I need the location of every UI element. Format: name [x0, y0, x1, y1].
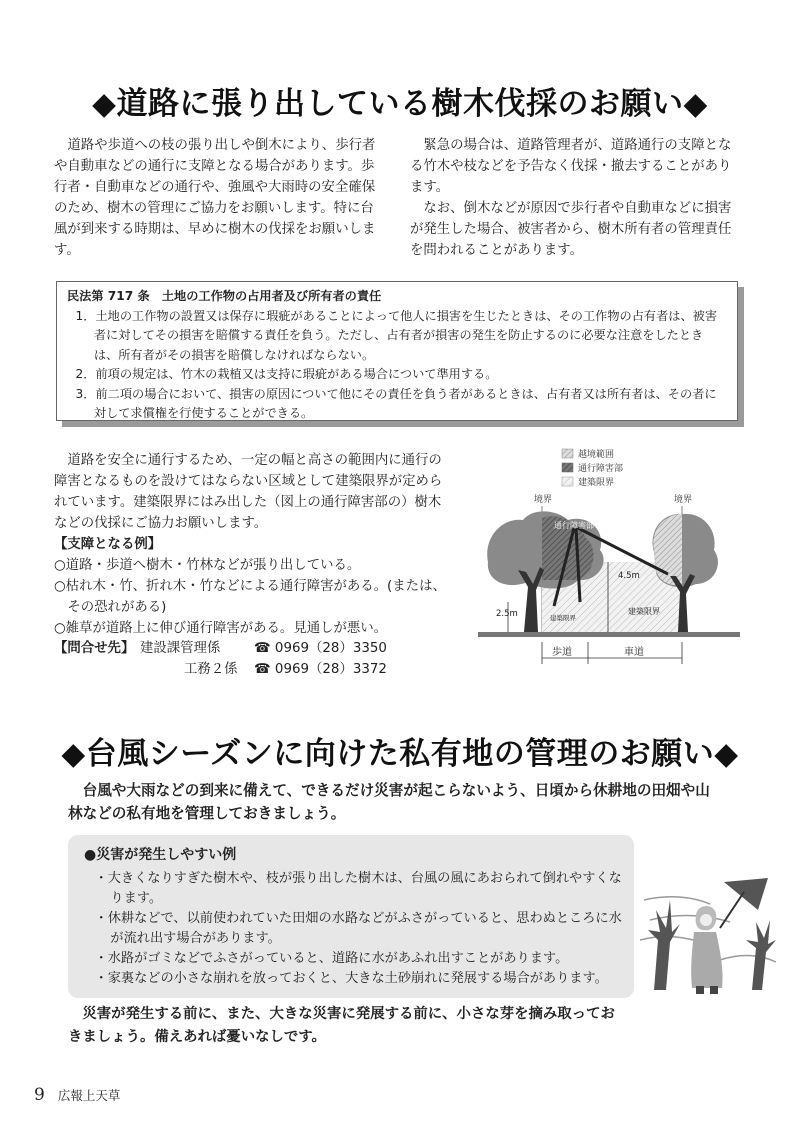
- boundary-label-left: 境界: [534, 495, 553, 505]
- contact-tel: ☎ 0969（28）3372: [254, 662, 387, 677]
- contact-dept: 工務２係: [184, 662, 238, 677]
- section1-right-paragraph-1: 緊急の場合は、道路管理者が、道路通行の支障となる竹木や枝などを予告なく伐採・撤去することがあります。: [410, 138, 732, 195]
- tree-left-icon: [648, 900, 680, 990]
- disaster-example-item: ・休耕などで、以前使われていた田畑の水路などがふさがっていると、思わぬところに水が流れ出す場合があります。: [94, 911, 622, 946]
- disaster-example-item: ・水路がゴミなどでふさがっていると、道路に水があふれ出すことがあります。: [94, 951, 569, 966]
- legend-label: 越境範囲: [578, 450, 615, 460]
- example-item: ○枯れ木・竹、折れ木・竹などによる通行障害がある。(または、その恐れがある): [54, 579, 446, 615]
- contact-label: 【問合せ先】: [54, 641, 135, 656]
- building-limit-label: 建築限界: [628, 607, 660, 616]
- law-box: [56, 281, 738, 421]
- law-title: 民法第 717 条 土地の工作物の占用者及び所有者の責任: [67, 289, 382, 303]
- sidewalk-label: 歩道: [552, 647, 572, 658]
- typhoon-illustration: [640, 870, 780, 1000]
- example-item: ○雑草が道路上に伸び通行障害がある。見通しが悪い。: [54, 621, 388, 636]
- legend-label: 通行障害部: [578, 464, 624, 474]
- diagram-legend: [562, 448, 623, 488]
- section2-title: ◆台風シーズンに向けた私有地の管理のお願い◆: [61, 736, 739, 772]
- law-item: 2．前項の規定は、竹木の栽植又は支持に瑕疵がある場合について準用する。: [75, 367, 498, 381]
- building-limit-section: [54, 450, 454, 639]
- legend-label: 建築限界: [578, 478, 615, 488]
- section2-lead: 台風や大雨などの到来に備えて、できるだけ災害が起こらないよう、日頃から休耕地の田畑や山林などの私有地を管理しておきましょう。: [68, 782, 710, 822]
- section1-right-column: [410, 135, 742, 261]
- page-number: 9: [34, 1085, 45, 1105]
- section1-title: ◆道路に張り出している樹木伐採のお願い◆: [92, 86, 708, 122]
- publication-name: 広報上天草: [57, 1088, 121, 1103]
- sidewalk-limit-label: 建築限界: [550, 614, 576, 622]
- disaster-examples-title: ●災害が発生しやすい例: [84, 847, 237, 863]
- contact-tel: ☎ 0969（28）3350: [254, 641, 387, 656]
- disaster-example-item: ・家裏などの小さな崩れを放っておくと、大きな土砂崩れに発展する場合があります。: [94, 971, 608, 986]
- height-high-label: 4.5m: [618, 571, 640, 581]
- disaster-examples-box: [68, 835, 634, 998]
- example-item: ○道路・歩道へ樹木・竹林などが張り出している。: [54, 558, 361, 573]
- law-item: 1．土地の工作物の設置又は保存に瑕疵があることによって他人に損害を生じたときは、その工作物の占有者は、被害者に対してその損害を賠償する責任を負う。ただし、占有者が損害の発生を防止するのに必要な注意をしたときは、所有者がその損害を賠償しなければならない。: [75, 308, 718, 362]
- obstruction-label: 通行障害部: [554, 521, 594, 530]
- law-item: 3．前二項の場合において、損害の原因について他にその責任を負う者があるときは、占有者又は所有者は、その者に対して求償権を行使することができる。: [75, 386, 717, 420]
- building-limit-paragraph: 道路を安全に通行するため、一定の幅と高さの範囲内に通行の障害となるものを設けてはならない区域として建築限界が定められています。建築限界にはみ出した（図上の通行障害部の）樹木などの伐採にご協力お願いします。: [54, 453, 443, 531]
- roadway-label: 車道: [624, 647, 644, 658]
- contact-dept: 建設課管理係: [140, 641, 221, 656]
- disaster-example-item: ・大きくなりすぎた樹木や、枝が張り出した樹木は、台風の風にあおられて倒れやすくなります。: [94, 871, 622, 906]
- boundary-label-right: 境界: [674, 495, 693, 505]
- section2-closing: 災害が発生する前に、また、大きな災害に発展する前に、小さな芽を摘み取っておきましょう。備えあれば憂いなしです。: [68, 1006, 615, 1045]
- contact-block: [54, 638, 454, 680]
- height-low-label: 2.5m: [496, 609, 518, 619]
- section1-left-paragraph: 道路や歩道への枝の張り出しや倒木により、歩行者や自動車などの通行に支障となる場合があります。歩行者・自動車などの通行や、強風や大雨時の安全確保のため、樹木の管理にご協力をお願いします。特に台風が到来する時期は、早めに樹木の伐採をお願いします。: [54, 138, 376, 258]
- section1-left-column: [54, 135, 386, 261]
- ground: [478, 632, 740, 637]
- examples-title: 【支障となる例】: [54, 537, 162, 552]
- footer: [34, 1085, 120, 1105]
- section1-right-paragraph-2: なお、倒木などが原因で歩行者や自動車などに損害が発生した場合、被害者から、樹木所有者の管理責任を問われることがあります。: [410, 201, 732, 258]
- building-limit-diagram: [478, 442, 740, 668]
